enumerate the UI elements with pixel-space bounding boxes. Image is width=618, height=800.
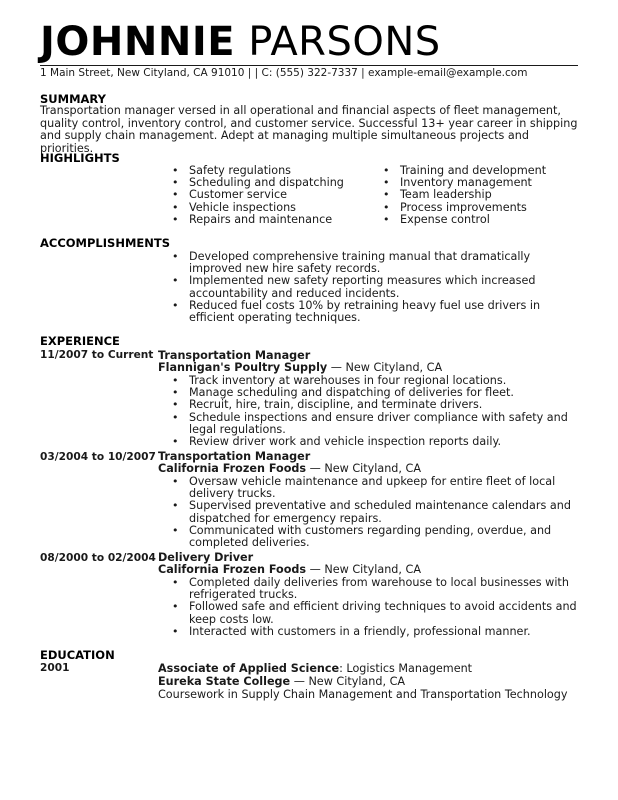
list-item: • Review driver work and vehicle inspection reports daily. <box>158 436 578 448</box>
degree-line <box>158 663 472 675</box>
school-location: — New Cityland, CA <box>290 675 406 688</box>
list-item: • Supervised preventative and scheduled maintenance calendars and dispatched for emergency repairs. <box>158 500 578 524</box>
list-item: • Track inventory at warehouses in four regional locations. <box>158 375 578 387</box>
school-name: Eureka State College <box>158 675 291 688</box>
job-title: Delivery Driver <box>158 551 254 564</box>
job-company-line <box>158 463 421 475</box>
degree-name: Associate of Applied Science <box>158 662 340 675</box>
list-item: • Process improvements <box>369 202 584 214</box>
education-heading: EDUCATION <box>40 648 115 662</box>
list-item: • Completed daily deliveries from warehouse to local businesses with refrigerated trucks. <box>158 577 578 601</box>
list-item: • Scheduling and dispatching <box>158 177 373 189</box>
degree-field: : Logistics Management <box>339 662 473 675</box>
list-item: • Schedule inspections and ensure driver compliance with safety and legal regulations. <box>158 412 578 436</box>
list-item: • Oversaw vehicle maintenance and upkeep for entire fleet of local delivery trucks. <box>158 476 578 500</box>
list-item: • Implemented new safety reporting measures which increased accountability and reduced incidents. <box>158 275 578 299</box>
first-name: JOHNNIE <box>40 19 236 65</box>
education-year: 2001 <box>40 662 70 674</box>
list-item: • Interacted with customers in a friendly, professional manner. <box>158 626 578 638</box>
header-divider <box>40 65 578 66</box>
company-name: Flannigan's Poultry Supply <box>158 361 328 374</box>
list-item: • Reduced fuel costs 10% by retraining heavy fuel use drivers in efficient operating techniques. <box>158 300 578 324</box>
coursework-text: Coursework in Supply Chain Management and Transportation Technology <box>158 688 568 701</box>
list-item: • Customer service <box>158 189 373 201</box>
contact-line: 1 Main Street, New Cityland, CA 91010 | | C: (555) 322-7337 | example-email@example.com <box>40 67 528 79</box>
candidate-name <box>40 20 441 64</box>
list-item: • Manage scheduling and dispatching of deliveries for fleet. <box>158 387 578 399</box>
accomplishments-heading: ACCOMPLISHMENTS <box>40 236 170 250</box>
highlights-left-list <box>158 165 373 226</box>
school-line <box>158 676 405 688</box>
job-title: Transportation Manager <box>158 450 311 463</box>
highlights-heading: HIGHLIGHTS <box>40 151 120 165</box>
list-item: • Safety regulations <box>158 165 373 177</box>
job-company-line <box>158 362 442 374</box>
summary-heading: SUMMARY <box>40 92 106 106</box>
job-dates: 11/2007 to Current <box>40 349 154 361</box>
list-item: • Communicated with customers regarding pending, overdue, and completed deliveries. <box>158 525 578 549</box>
summary-text: Transportation manager versed in all operational and financial aspects of fleet management, quality control, inventory control, and customer service. Successful 13+ year career in shipping and supply chain management. Adept at managing multiple simultaneous projects and priorities. <box>40 104 578 155</box>
job-company-line <box>158 564 421 576</box>
experience-heading: EXPERIENCE <box>40 334 120 348</box>
last-name: PARSONS <box>248 19 441 65</box>
job-duties-list <box>158 375 578 448</box>
job-dates: 03/2004 to 10/2007 <box>40 451 156 463</box>
list-item: • Inventory management <box>369 177 584 189</box>
list-item: • Training and development <box>369 165 584 177</box>
company-location: — New Cityland, CA <box>327 361 443 374</box>
job-duties-list <box>158 476 578 549</box>
company-location: — New Cityland, CA <box>306 462 421 475</box>
job-duties-list <box>158 577 578 638</box>
list-item: • Followed safe and efficient driving techniques to avoid accidents and keep costs low. <box>158 601 578 625</box>
list-item: • Team leadership <box>369 189 584 201</box>
list-item: • Vehicle inspections <box>158 202 373 214</box>
job-dates: 08/2000 to 02/2004 <box>40 552 156 564</box>
list-item: • Recruit, hire, train, discipline, and terminate drivers. <box>158 399 578 411</box>
company-location: — New Cityland, CA <box>306 563 421 576</box>
accomplishments-list <box>158 251 578 324</box>
highlights-right-list <box>369 165 584 226</box>
job-title: Transportation Manager <box>158 349 311 362</box>
company-name: California Frozen Foods <box>158 462 307 475</box>
list-item: • Developed comprehensive training manual that dramatically improved new hire safety records. <box>158 251 578 275</box>
company-name: California Frozen Foods <box>158 563 307 576</box>
list-item: • Expense control <box>369 214 584 226</box>
list-item: • Repairs and maintenance <box>158 214 373 226</box>
